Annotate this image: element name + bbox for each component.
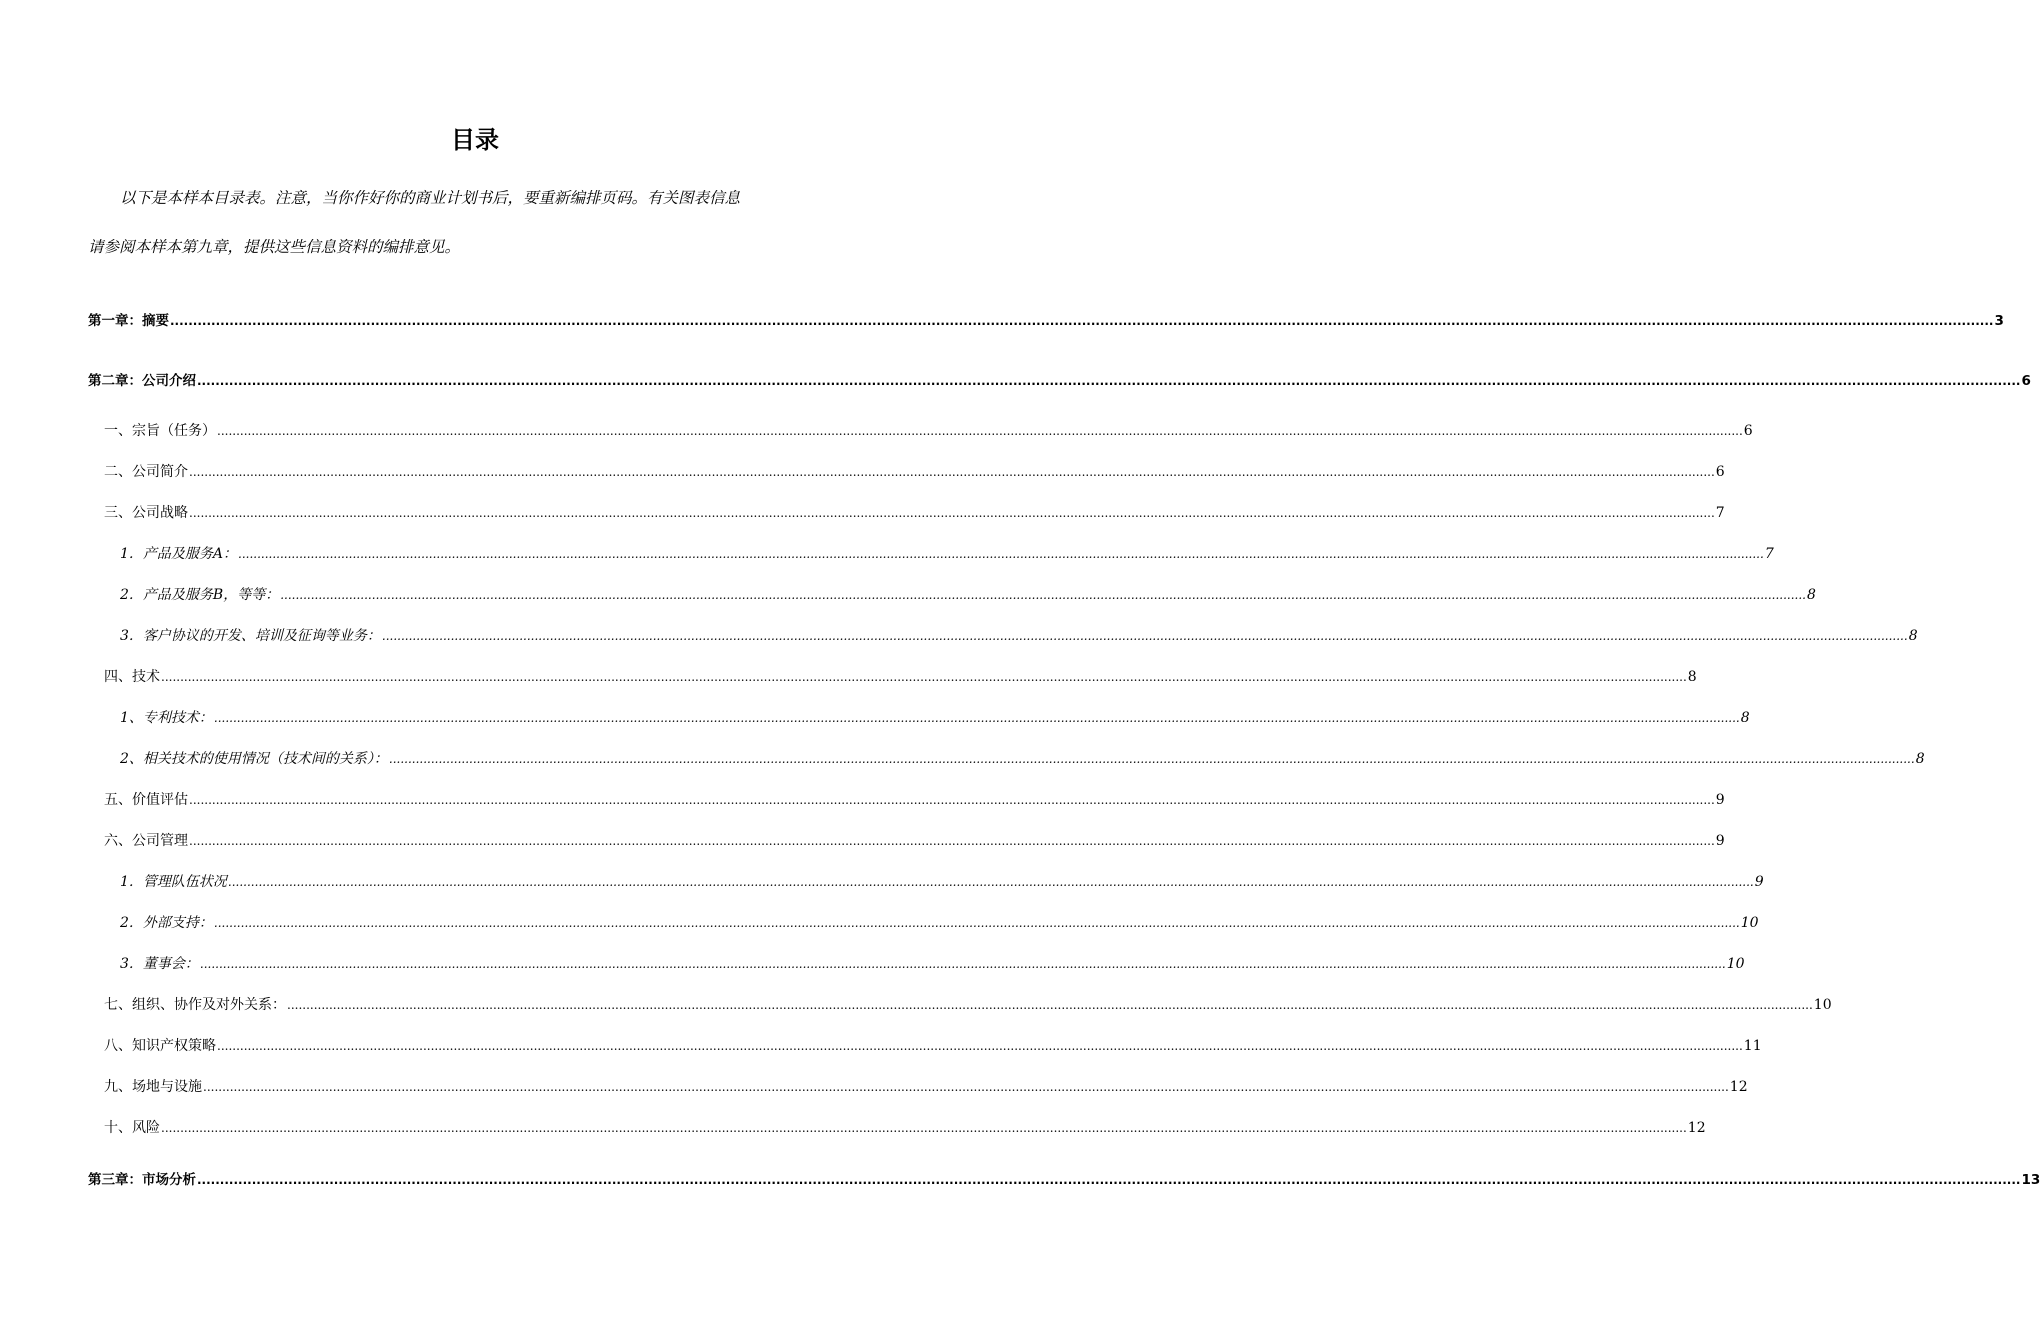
toc-entry[interactable] bbox=[88, 461, 1725, 481]
toc-entry[interactable] bbox=[88, 994, 1832, 1014]
toc-leader-dots: ................................................................................................................................................................................................................................................................................................................................................................................................................ bbox=[217, 1039, 1743, 1053]
toc-entry-label: 2．外部支持： bbox=[120, 915, 213, 931]
toc-entry-label: 二、公司简介 bbox=[104, 464, 188, 480]
toc-entry[interactable] bbox=[88, 789, 1725, 809]
toc-entry-label: 3．董事会： bbox=[120, 956, 199, 972]
toc-entry-label: 一、宗旨（任务） bbox=[104, 423, 216, 439]
toc-entry-page: 8 bbox=[1915, 751, 1925, 767]
toc-leader-dots: ................................................................................................................................................................................................................................................................................................................................................................................................................ bbox=[189, 834, 1715, 848]
toc-entry-label: 四、技术 bbox=[104, 669, 160, 685]
toc-entry[interactable] bbox=[88, 1168, 2040, 1188]
toc-entry-label: 1．产品及服务A： bbox=[120, 546, 238, 562]
toc-entry[interactable] bbox=[88, 707, 1750, 727]
toc-entry-label: 第二章：公司介绍 bbox=[88, 373, 196, 389]
toc-entry-page: 10 bbox=[1740, 915, 1759, 931]
toc-entry-page: 3 bbox=[1994, 313, 2004, 329]
toc-entry[interactable] bbox=[88, 871, 1764, 891]
toc-entry[interactable] bbox=[88, 666, 1697, 686]
toc-entry-page: 9 bbox=[1754, 874, 1764, 890]
toc-entry-page: 6 bbox=[2021, 373, 2031, 389]
toc-entry-label: 第一章：摘要 bbox=[88, 313, 169, 329]
toc-entry-page: 6 bbox=[1743, 423, 1753, 439]
toc-leader-dots: ................................................................................................................................................................................................................................................................................................................................................................................................................ bbox=[388, 752, 1915, 766]
toc-entry-label: 2、相关技术的使用情况（技术间的关系）： bbox=[120, 751, 388, 767]
toc-entry-page: 8 bbox=[1908, 628, 1918, 644]
toc-entry-label: 六、公司管理 bbox=[104, 833, 188, 849]
toc-entry-label: 三、公司战略 bbox=[104, 505, 188, 521]
toc-entry[interactable] bbox=[88, 1035, 1762, 1055]
toc-entry-label: 3．客户协议的开发、培训及征询等业务： bbox=[120, 628, 381, 644]
toc-entry[interactable] bbox=[88, 912, 1759, 932]
toc-entry-page: 8 bbox=[1806, 587, 1816, 603]
toc-entry[interactable] bbox=[88, 369, 2031, 389]
toc-leader-dots: ................................................................................................................................................................................................................................................................................................................................................................................................................ bbox=[161, 1121, 1687, 1135]
toc-leader-dots: ................................................................................................................................................................................................................................................................................................................................................................................................................ bbox=[197, 374, 2021, 388]
toc-entry-page: 8 bbox=[1687, 669, 1697, 685]
toc-leader-dots: ................................................................................................................................................................................................................................................................................................................................................................................................................ bbox=[381, 629, 1908, 643]
toc-entry-page: 8 bbox=[1740, 710, 1750, 726]
toc-entry[interactable] bbox=[88, 748, 1925, 768]
page-title: 目录 bbox=[451, 126, 499, 154]
toc-leader-dots: ................................................................................................................................................................................................................................................................................................................................................................................................................ bbox=[238, 547, 1764, 561]
toc-entry-page: 10 bbox=[1813, 997, 1832, 1013]
toc-entry[interactable] bbox=[88, 420, 1753, 440]
toc-leader-dots: ................................................................................................................................................................................................................................................................................................................................................................................................................ bbox=[217, 424, 1743, 438]
toc-entry-label: 五、价值评估 bbox=[104, 792, 188, 808]
toc-leader-dots: ................................................................................................................................................................................................................................................................................................................................................................................................................ bbox=[280, 588, 1806, 602]
toc-entry-label: 十、风险 bbox=[104, 1120, 160, 1136]
toc-entry[interactable] bbox=[88, 309, 2004, 329]
toc-entry-page: 12 bbox=[1687, 1120, 1706, 1136]
toc-entry-label: 1、专利技术： bbox=[120, 710, 213, 726]
toc-entry[interactable] bbox=[88, 502, 1725, 522]
toc-entry-label: 七、组织、协作及对外关系： bbox=[104, 997, 286, 1013]
toc-entry-label: 1．管理队伍状况 bbox=[120, 874, 227, 890]
toc-entry-page: 6 bbox=[1715, 464, 1725, 480]
toc-entry-label: 九、场地与设施 bbox=[104, 1079, 202, 1095]
toc-entry-page: 11 bbox=[1743, 1038, 1762, 1054]
toc-leader-dots: ................................................................................................................................................................................................................................................................................................................................................................................................................ bbox=[203, 1080, 1729, 1094]
toc-entry[interactable] bbox=[88, 830, 1725, 850]
toc-leader-dots: ................................................................................................................................................................................................................................................................................................................................................................................................................ bbox=[170, 314, 1994, 328]
toc-leader-dots: ................................................................................................................................................................................................................................................................................................................................................................................................................ bbox=[189, 465, 1715, 479]
toc-leader-dots: ................................................................................................................................................................................................................................................................................................................................................................................................................ bbox=[161, 670, 1687, 684]
toc-entry-page: 12 bbox=[1729, 1079, 1748, 1095]
toc-leader-dots: ................................................................................................................................................................................................................................................................................................................................................................................................................ bbox=[227, 875, 1754, 889]
intro-line-1: 以下是本样本目录表。注意，当你作好你的商业计划书后，要重新编排页码。有关图表信息 bbox=[120, 189, 741, 207]
toc-entry[interactable] bbox=[88, 1117, 1706, 1137]
toc-entry[interactable] bbox=[88, 584, 1816, 604]
toc-leader-dots: ................................................................................................................................................................................................................................................................................................................................................................................................................ bbox=[189, 506, 1715, 520]
toc-entry-page: 7 bbox=[1715, 505, 1725, 521]
toc-entry-page: 9 bbox=[1715, 792, 1725, 808]
toc-entry-label: 八、知识产权策略 bbox=[104, 1038, 216, 1054]
toc-entry-page: 7 bbox=[1764, 546, 1774, 562]
toc-leader-dots: ................................................................................................................................................................................................................................................................................................................................................................................................................ bbox=[213, 711, 1740, 725]
toc-leader-dots: ................................................................................................................................................................................................................................................................................................................................................................................................................ bbox=[189, 793, 1715, 807]
toc-entry[interactable] bbox=[88, 625, 1918, 645]
toc-leader-dots: ................................................................................................................................................................................................................................................................................................................................................................................................................ bbox=[199, 957, 1726, 971]
toc-entry-page: 9 bbox=[1715, 833, 1725, 849]
toc-leader-dots: ................................................................................................................................................................................................................................................................................................................................................................................................................ bbox=[213, 916, 1740, 930]
toc-entry-label: 2．产品及服务B，等等： bbox=[120, 587, 280, 603]
toc-entry[interactable] bbox=[88, 953, 1745, 973]
toc-entry[interactable] bbox=[88, 1076, 1748, 1096]
toc-entry-page: 10 bbox=[1726, 956, 1745, 972]
intro-line-2: 请参阅本样本第九章，提供这些信息资料的编排意见。 bbox=[88, 238, 461, 256]
toc-entry-page: 13 bbox=[2021, 1172, 2040, 1188]
toc-entry-label: 第三章：市场分析 bbox=[88, 1172, 196, 1188]
toc-leader-dots: ................................................................................................................................................................................................................................................................................................................................................................................................................ bbox=[287, 998, 1813, 1012]
toc-leader-dots: ................................................................................................................................................................................................................................................................................................................................................................................................................ bbox=[197, 1173, 2021, 1187]
toc-entry[interactable] bbox=[88, 543, 1774, 563]
